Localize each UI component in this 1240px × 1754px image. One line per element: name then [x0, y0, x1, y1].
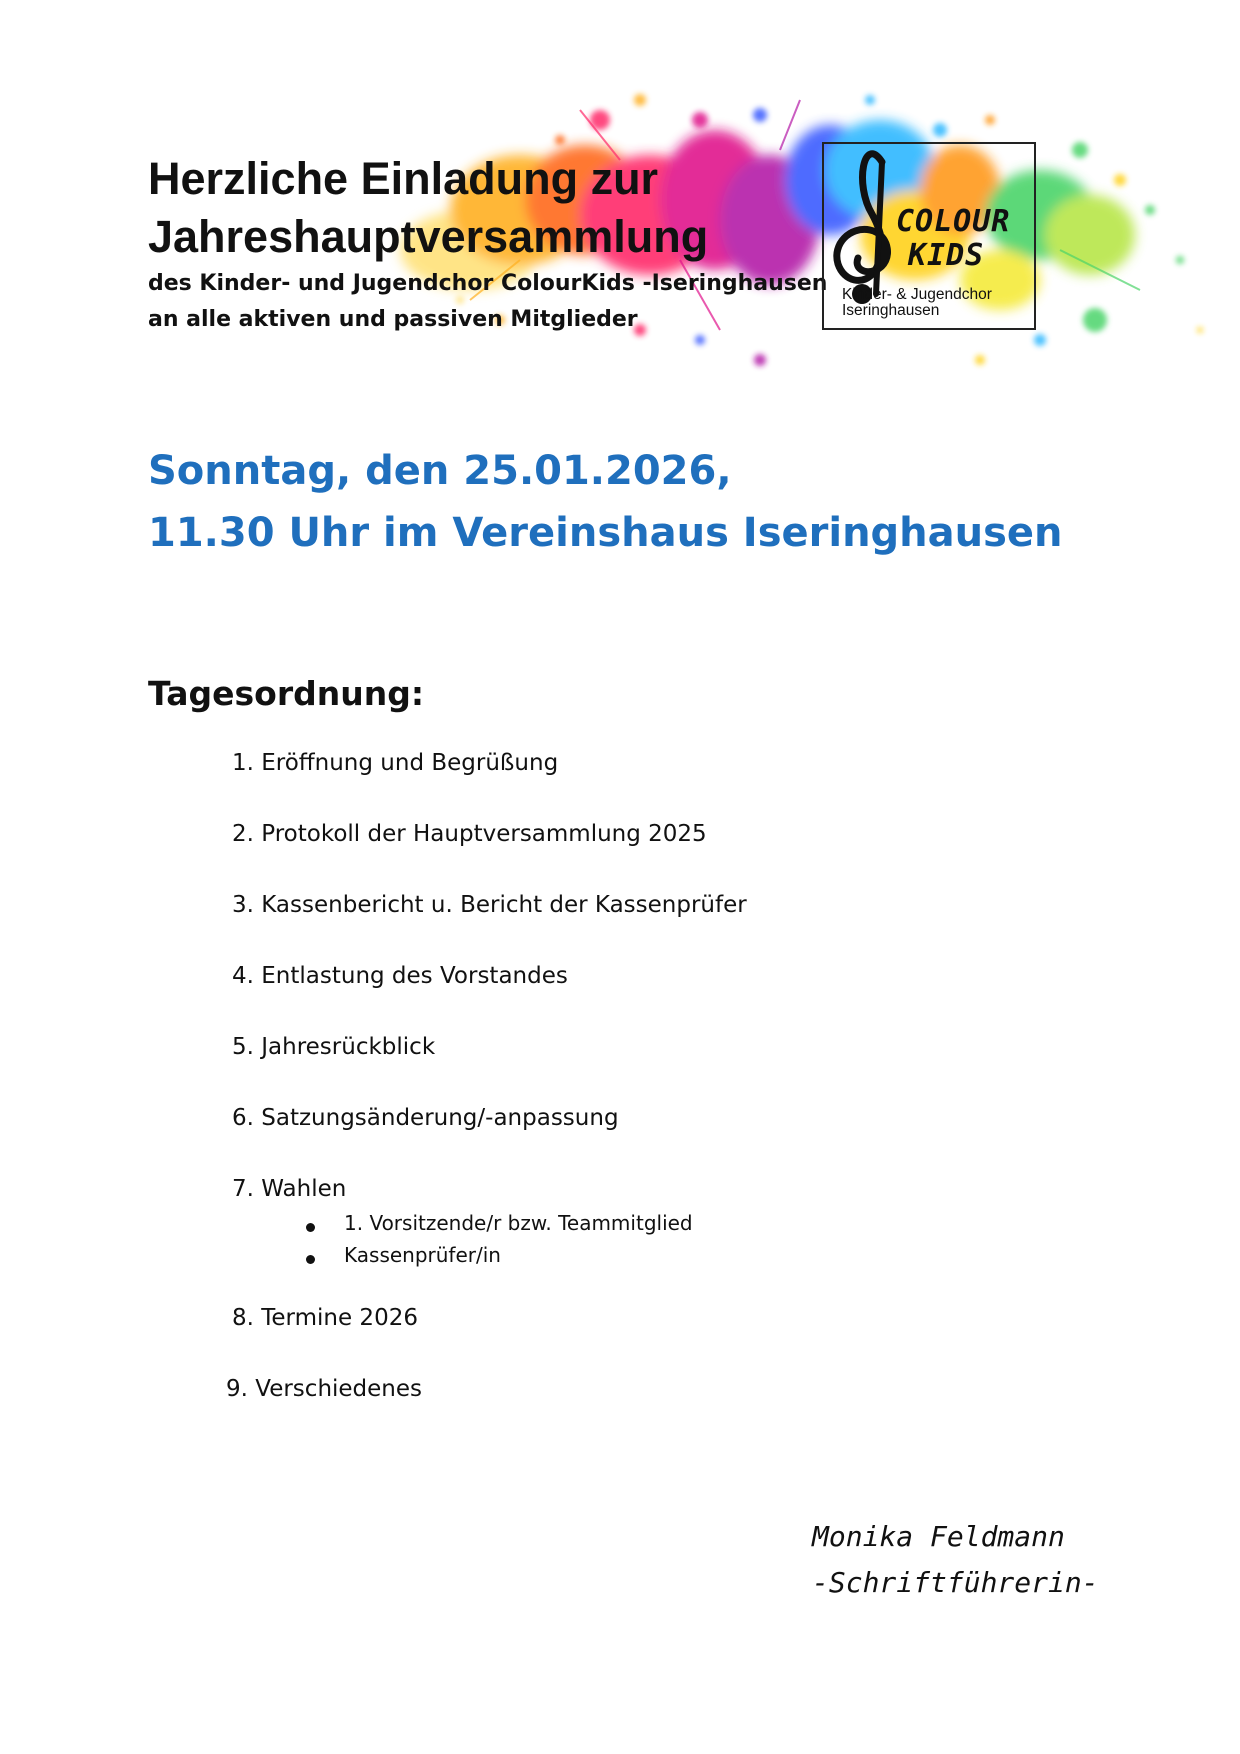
agenda-item: 5. Jahresrückblick — [232, 1034, 436, 1060]
agenda-item: 3. Kassenbericht u. Bericht der Kassenprüfer — [232, 892, 747, 918]
agenda-item: 7. Wahlen — [232, 1176, 347, 1202]
logo-word-colour: COLOUR — [896, 204, 1011, 239]
signature-name: Monika Feldmann — [812, 1520, 1065, 1553]
header — [148, 150, 848, 338]
logo-word-kids: KIDS — [908, 238, 985, 273]
logo-subtitle-1: Kinder- & Jugendchor — [842, 286, 992, 303]
title-line-1: Herzliche Einladung zur — [148, 153, 659, 204]
subtitle-line-2: an alle aktiven und passiven Mitglieder — [148, 307, 638, 332]
agenda-item: 2. Protokoll der Hauptversammlung 2025 — [232, 821, 707, 847]
subtitle-line-1: des Kinder- und Jugendchor ColourKids -Iseringhausen — [148, 271, 828, 296]
colourkids-logo — [822, 142, 1036, 330]
bullet-icon — [306, 1223, 315, 1232]
agenda-item: 1. Eröffnung und Begrüßung — [232, 750, 559, 776]
logo-subtitle-2: Iseringhausen — [842, 302, 940, 319]
agenda-item: 4. Entlastung des Vorstandes — [232, 963, 568, 989]
event-details — [148, 440, 1063, 564]
bullet-icon — [306, 1255, 315, 1264]
agenda-subitem: Kassenprüfer/in — [344, 1243, 501, 1267]
agenda-item: 6. Satzungsänderung/-anpassung — [232, 1105, 619, 1131]
title-line-2: Jahreshauptversammlung — [148, 211, 709, 262]
event-time-place: 11.30 Uhr im Vereinshaus Iseringhausen — [148, 510, 1063, 556]
agenda-heading: Tagesordnung: — [148, 674, 425, 713]
agenda-subitem: 1. Vorsitzende/r bzw. Teammitglied — [344, 1211, 693, 1235]
event-date: Sonntag, den 25.01.2026, — [148, 448, 732, 494]
agenda-item: 8. Termine 2026 — [232, 1305, 418, 1331]
signature-role: -Schriftführerin- — [812, 1566, 1099, 1599]
agenda-item: 9. Verschiedenes — [226, 1376, 423, 1402]
